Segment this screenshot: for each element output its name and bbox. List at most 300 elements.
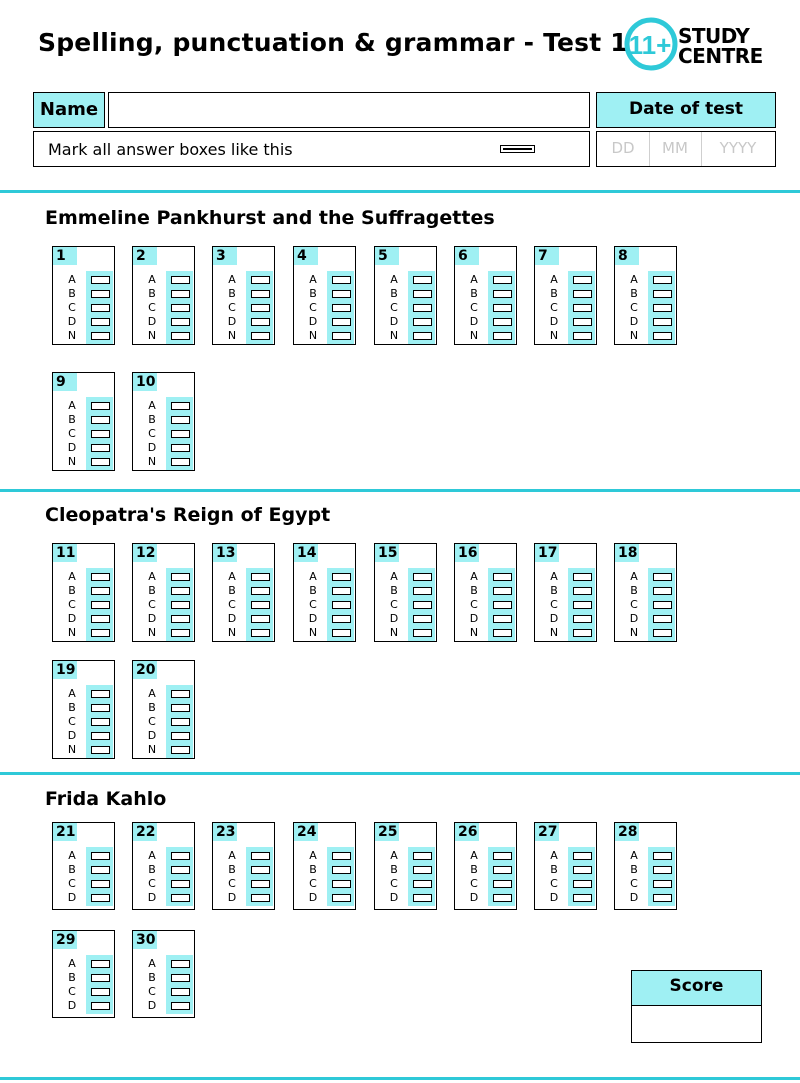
answer-bubble[interactable] bbox=[493, 880, 512, 888]
option-letter: C bbox=[228, 301, 236, 314]
answer-option bbox=[213, 570, 273, 583]
answer-option bbox=[615, 301, 675, 314]
answer-option bbox=[133, 626, 193, 639]
answer-option bbox=[455, 877, 515, 890]
option-letter: C bbox=[68, 715, 76, 728]
answer-bubble[interactable] bbox=[171, 746, 190, 754]
answer-bubble[interactable] bbox=[493, 894, 512, 902]
answer-option bbox=[213, 301, 273, 314]
option-letter: C bbox=[148, 598, 156, 611]
option-letter: C bbox=[390, 877, 398, 890]
answer-bubble[interactable] bbox=[91, 573, 110, 581]
answer-bubble[interactable] bbox=[413, 880, 432, 888]
answer-option bbox=[53, 584, 113, 597]
answer-bubble[interactable] bbox=[653, 304, 672, 312]
answer-option bbox=[213, 598, 273, 611]
option-letter: D bbox=[389, 315, 399, 328]
answer-bubble[interactable] bbox=[171, 615, 190, 623]
answer-bubble[interactable] bbox=[413, 615, 432, 623]
answer-option bbox=[375, 301, 435, 314]
answer-bubble[interactable] bbox=[171, 458, 190, 466]
option-letter: A bbox=[309, 849, 317, 862]
answer-bubble[interactable] bbox=[332, 880, 351, 888]
answer-bubble[interactable] bbox=[251, 894, 270, 902]
option-letter: N bbox=[308, 329, 318, 342]
answer-bubble[interactable] bbox=[573, 601, 592, 609]
option-letter: C bbox=[390, 598, 398, 611]
answer-bubble[interactable] bbox=[653, 880, 672, 888]
answer-bubble[interactable] bbox=[171, 988, 190, 996]
answer-option bbox=[133, 612, 193, 625]
question-number: 23 bbox=[213, 823, 237, 841]
answer-bubble[interactable] bbox=[251, 852, 270, 860]
answer-option bbox=[133, 743, 193, 756]
answer-bubble[interactable] bbox=[332, 615, 351, 623]
answer-option bbox=[535, 301, 595, 314]
answer-bubble[interactable] bbox=[91, 880, 110, 888]
option-letter: D bbox=[308, 612, 318, 625]
answer-bubble[interactable] bbox=[332, 573, 351, 581]
answer-bubble[interactable] bbox=[251, 304, 270, 312]
answer-bubble[interactable] bbox=[493, 615, 512, 623]
answer-bubble[interactable] bbox=[91, 444, 110, 452]
answer-bubble[interactable] bbox=[413, 290, 432, 298]
option-letter: D bbox=[469, 891, 479, 904]
option-letter: C bbox=[68, 985, 76, 998]
answer-bubble[interactable] bbox=[653, 332, 672, 340]
answer-bubble[interactable] bbox=[413, 894, 432, 902]
question-number: 5 bbox=[375, 247, 399, 265]
answer-bubble[interactable] bbox=[413, 304, 432, 312]
answer-bubble[interactable] bbox=[493, 290, 512, 298]
answer-option bbox=[133, 570, 193, 583]
answer-bubble[interactable] bbox=[653, 866, 672, 874]
answer-option bbox=[53, 329, 113, 342]
answer-option bbox=[455, 329, 515, 342]
date-month-input[interactable]: MM bbox=[649, 132, 702, 166]
answer-bubble[interactable] bbox=[413, 587, 432, 595]
answer-bubble[interactable] bbox=[171, 1002, 190, 1010]
answer-bubble[interactable] bbox=[653, 318, 672, 326]
option-letter: C bbox=[228, 877, 236, 890]
answer-bubble[interactable] bbox=[413, 601, 432, 609]
answer-option bbox=[455, 863, 515, 876]
answer-option bbox=[53, 441, 113, 454]
question-number: 28 bbox=[615, 823, 639, 841]
answer-bubble[interactable] bbox=[91, 318, 110, 326]
answer-option bbox=[53, 598, 113, 611]
answer-option bbox=[455, 301, 515, 314]
answer-bubble[interactable] bbox=[91, 290, 110, 298]
option-letter: C bbox=[550, 598, 558, 611]
answer-bubble[interactable] bbox=[91, 746, 110, 754]
option-letter: C bbox=[470, 877, 478, 890]
option-letter: A bbox=[550, 849, 558, 862]
answer-bubble[interactable] bbox=[573, 276, 592, 284]
answer-bubble[interactable] bbox=[91, 704, 110, 712]
question-number: 6 bbox=[455, 247, 479, 265]
answer-bubble[interactable] bbox=[171, 704, 190, 712]
answer-bubble[interactable] bbox=[332, 894, 351, 902]
logo-line-1: STUDY bbox=[678, 24, 750, 48]
answer-bubble[interactable] bbox=[493, 318, 512, 326]
answer-bubble[interactable] bbox=[171, 304, 190, 312]
answer-bubble[interactable] bbox=[332, 629, 351, 637]
answer-bubble[interactable] bbox=[91, 690, 110, 698]
answer-option bbox=[53, 287, 113, 300]
answer-option bbox=[294, 877, 354, 890]
answer-bubble[interactable] bbox=[171, 290, 190, 298]
answer-option bbox=[615, 612, 675, 625]
answer-option bbox=[53, 985, 113, 998]
answer-bubble[interactable] bbox=[171, 573, 190, 581]
answer-bubble[interactable] bbox=[251, 290, 270, 298]
question-card bbox=[132, 246, 195, 345]
answer-bubble[interactable] bbox=[573, 290, 592, 298]
answer-bubble[interactable] bbox=[91, 718, 110, 726]
name-value bbox=[109, 93, 589, 105]
answer-bubble[interactable] bbox=[332, 852, 351, 860]
question-number: 1 bbox=[53, 247, 77, 265]
option-letter: D bbox=[147, 315, 157, 328]
answer-bubble[interactable] bbox=[171, 894, 190, 902]
option-letter: B bbox=[470, 287, 478, 300]
option-letter: C bbox=[68, 598, 76, 611]
option-letter: A bbox=[550, 273, 558, 286]
answer-option bbox=[615, 891, 675, 904]
logo-ring-icon bbox=[622, 14, 682, 74]
answer-bubble[interactable] bbox=[91, 960, 110, 968]
logo-line-2: CENTRE bbox=[678, 44, 763, 68]
answer-option bbox=[133, 329, 193, 342]
question-number: 16 bbox=[455, 544, 479, 562]
answer-bubble[interactable] bbox=[251, 587, 270, 595]
answer-bubble[interactable] bbox=[573, 615, 592, 623]
answer-bubble[interactable] bbox=[413, 276, 432, 284]
answer-bubble[interactable] bbox=[573, 852, 592, 860]
answer-option bbox=[53, 427, 113, 440]
answer-bubble[interactable] bbox=[91, 988, 110, 996]
answer-bubble[interactable] bbox=[171, 718, 190, 726]
answer-bubble[interactable] bbox=[332, 601, 351, 609]
question-number: 21 bbox=[53, 823, 77, 841]
answer-option bbox=[133, 598, 193, 611]
answer-bubble[interactable] bbox=[91, 601, 110, 609]
answer-bubble[interactable] bbox=[171, 332, 190, 340]
answer-bubble[interactable] bbox=[332, 332, 351, 340]
answer-bubble[interactable] bbox=[413, 866, 432, 874]
answer-option bbox=[375, 612, 435, 625]
option-letter: A bbox=[309, 273, 317, 286]
option-letter: B bbox=[68, 413, 76, 426]
answer-option bbox=[133, 999, 193, 1012]
option-letter: D bbox=[227, 612, 237, 625]
option-letter: C bbox=[148, 301, 156, 314]
answer-option bbox=[213, 329, 273, 342]
page-title: Spelling, punctuation & grammar - Test 1 bbox=[38, 28, 628, 57]
answer-bubble[interactable] bbox=[251, 573, 270, 581]
answer-option bbox=[133, 701, 193, 714]
answer-option bbox=[535, 273, 595, 286]
answer-bubble[interactable] bbox=[332, 290, 351, 298]
answer-bubble[interactable] bbox=[653, 894, 672, 902]
option-letter: C bbox=[148, 715, 156, 728]
answer-bubble[interactable] bbox=[91, 629, 110, 637]
answer-option bbox=[53, 957, 113, 970]
option-letter: N bbox=[147, 329, 157, 342]
answer-option bbox=[375, 626, 435, 639]
answer-bubble[interactable] bbox=[171, 629, 190, 637]
answer-bubble[interactable] bbox=[91, 615, 110, 623]
option-letter: B bbox=[148, 413, 156, 426]
answer-option bbox=[535, 570, 595, 583]
question-number: 11 bbox=[53, 544, 77, 562]
answer-bubble[interactable] bbox=[493, 852, 512, 860]
answer-option bbox=[535, 598, 595, 611]
answer-bubble[interactable] bbox=[332, 304, 351, 312]
answer-bubble[interactable] bbox=[413, 852, 432, 860]
option-letter: A bbox=[630, 273, 638, 286]
answer-option bbox=[535, 877, 595, 890]
answer-bubble[interactable] bbox=[251, 276, 270, 284]
answer-option bbox=[133, 315, 193, 328]
answer-bubble[interactable] bbox=[493, 601, 512, 609]
logo-mark: 11+ bbox=[628, 30, 672, 60]
answer-bubble[interactable] bbox=[413, 629, 432, 637]
answer-bubble[interactable] bbox=[171, 318, 190, 326]
answer-option bbox=[294, 598, 354, 611]
answer-bubble[interactable] bbox=[251, 629, 270, 637]
answer-bubble[interactable] bbox=[332, 866, 351, 874]
answer-bubble[interactable] bbox=[653, 573, 672, 581]
answer-bubble[interactable] bbox=[332, 318, 351, 326]
option-letter: D bbox=[67, 441, 77, 454]
answer-option bbox=[535, 863, 595, 876]
question-card bbox=[132, 372, 195, 471]
option-letter: D bbox=[147, 612, 157, 625]
answer-bubble[interactable] bbox=[573, 587, 592, 595]
answer-bubble[interactable] bbox=[573, 318, 592, 326]
answer-bubble[interactable] bbox=[493, 276, 512, 284]
answer-bubble[interactable] bbox=[91, 402, 110, 410]
answer-option bbox=[294, 570, 354, 583]
answer-bubble[interactable] bbox=[171, 690, 190, 698]
question-card bbox=[52, 930, 115, 1018]
answer-bubble[interactable] bbox=[653, 587, 672, 595]
answer-bubble[interactable] bbox=[91, 430, 110, 438]
answer-option bbox=[375, 891, 435, 904]
answer-option bbox=[294, 329, 354, 342]
option-letter: D bbox=[549, 891, 559, 904]
answer-bubble[interactable] bbox=[171, 852, 190, 860]
answer-option bbox=[615, 584, 675, 597]
question-number: 4 bbox=[294, 247, 318, 265]
option-letter: A bbox=[148, 273, 156, 286]
option-letter: N bbox=[147, 626, 157, 639]
answer-option bbox=[375, 584, 435, 597]
question-card bbox=[614, 246, 677, 345]
answer-bubble[interactable] bbox=[332, 587, 351, 595]
answer-bubble[interactable] bbox=[653, 629, 672, 637]
question-number: 19 bbox=[53, 661, 77, 679]
option-letter: D bbox=[67, 315, 77, 328]
answer-bubble[interactable] bbox=[493, 866, 512, 874]
option-letter: B bbox=[309, 287, 317, 300]
answer-bubble[interactable] bbox=[91, 866, 110, 874]
answer-bubble[interactable] bbox=[573, 894, 592, 902]
answer-option bbox=[535, 626, 595, 639]
answer-bubble[interactable] bbox=[171, 587, 190, 595]
answer-bubble[interactable] bbox=[91, 458, 110, 466]
option-letter: C bbox=[470, 301, 478, 314]
answer-option bbox=[53, 315, 113, 328]
answer-bubble[interactable] bbox=[573, 573, 592, 581]
answer-bubble[interactable] bbox=[493, 573, 512, 581]
date-day-input[interactable]: DD bbox=[597, 132, 650, 166]
score-input[interactable] bbox=[631, 1005, 762, 1043]
answer-bubble[interactable] bbox=[251, 601, 270, 609]
option-letter: N bbox=[549, 626, 559, 639]
answer-bubble[interactable] bbox=[171, 732, 190, 740]
date-label-box bbox=[596, 92, 776, 128]
option-letter: N bbox=[469, 626, 479, 639]
option-letter: B bbox=[630, 287, 638, 300]
answer-bubble[interactable] bbox=[573, 332, 592, 340]
option-letter: B bbox=[550, 863, 558, 876]
answer-bubble[interactable] bbox=[251, 318, 270, 326]
option-letter: B bbox=[68, 863, 76, 876]
answer-bubble[interactable] bbox=[171, 880, 190, 888]
option-letter: C bbox=[470, 598, 478, 611]
example-mark-box bbox=[500, 145, 535, 153]
option-letter: A bbox=[68, 849, 76, 862]
option-letter: N bbox=[67, 329, 77, 342]
question-number: 17 bbox=[535, 544, 559, 562]
answer-bubble[interactable] bbox=[91, 276, 110, 284]
date-year-input[interactable]: YYYY bbox=[719, 139, 757, 157]
answer-bubble[interactable] bbox=[171, 601, 190, 609]
section-divider bbox=[0, 772, 800, 775]
answer-bubble[interactable] bbox=[653, 601, 672, 609]
option-letter: B bbox=[390, 863, 398, 876]
answer-option bbox=[53, 570, 113, 583]
answer-bubble[interactable] bbox=[653, 276, 672, 284]
answer-bubble[interactable] bbox=[171, 402, 190, 410]
answer-option bbox=[535, 612, 595, 625]
answer-bubble[interactable] bbox=[251, 880, 270, 888]
answer-option bbox=[535, 287, 595, 300]
option-letter: B bbox=[148, 971, 156, 984]
answer-bubble[interactable] bbox=[91, 974, 110, 982]
answer-bubble[interactable] bbox=[653, 290, 672, 298]
question-card bbox=[534, 822, 597, 910]
answer-option bbox=[455, 287, 515, 300]
answer-bubble[interactable] bbox=[91, 587, 110, 595]
answer-option bbox=[535, 849, 595, 862]
option-letter: C bbox=[630, 598, 638, 611]
answer-bubble[interactable] bbox=[493, 587, 512, 595]
answer-bubble[interactable] bbox=[251, 332, 270, 340]
answer-bubble[interactable] bbox=[91, 1002, 110, 1010]
answer-bubble[interactable] bbox=[493, 629, 512, 637]
answer-bubble[interactable] bbox=[653, 852, 672, 860]
option-letter: N bbox=[389, 626, 399, 639]
answer-option bbox=[375, 570, 435, 583]
answer-bubble[interactable] bbox=[171, 960, 190, 968]
answer-bubble[interactable] bbox=[91, 732, 110, 740]
option-letter: B bbox=[148, 863, 156, 876]
answer-option bbox=[133, 715, 193, 728]
answer-bubble[interactable] bbox=[171, 974, 190, 982]
answer-bubble[interactable] bbox=[171, 866, 190, 874]
answer-bubble[interactable] bbox=[91, 852, 110, 860]
question-card bbox=[293, 822, 356, 910]
answer-bubble[interactable] bbox=[573, 866, 592, 874]
option-letter: B bbox=[148, 584, 156, 597]
option-letter: A bbox=[148, 687, 156, 700]
name-label-box bbox=[33, 92, 105, 128]
answer-bubble[interactable] bbox=[91, 894, 110, 902]
answer-option bbox=[53, 715, 113, 728]
option-letter: C bbox=[309, 877, 317, 890]
question-card bbox=[132, 543, 195, 642]
answer-bubble[interactable] bbox=[493, 332, 512, 340]
option-letter: A bbox=[470, 273, 478, 286]
option-letter: D bbox=[67, 999, 77, 1012]
answer-bubble[interactable] bbox=[413, 318, 432, 326]
answer-bubble[interactable] bbox=[251, 866, 270, 874]
answer-bubble[interactable] bbox=[573, 880, 592, 888]
answer-bubble[interactable] bbox=[171, 430, 190, 438]
question-card bbox=[52, 246, 115, 345]
answer-bubble[interactable] bbox=[573, 629, 592, 637]
question-card bbox=[374, 246, 437, 345]
option-letter: A bbox=[470, 570, 478, 583]
option-letter: N bbox=[67, 626, 77, 639]
answer-option bbox=[294, 584, 354, 597]
option-letter: N bbox=[549, 329, 559, 342]
answer-option bbox=[294, 626, 354, 639]
answer-bubble[interactable] bbox=[91, 416, 110, 424]
answer-bubble[interactable] bbox=[413, 573, 432, 581]
option-letter: C bbox=[68, 877, 76, 890]
name-input[interactable] bbox=[108, 92, 590, 128]
answer-bubble[interactable] bbox=[171, 444, 190, 452]
answer-bubble[interactable] bbox=[332, 276, 351, 284]
answer-bubble[interactable] bbox=[653, 615, 672, 623]
option-letter: D bbox=[227, 315, 237, 328]
answer-option bbox=[53, 273, 113, 286]
question-card bbox=[212, 822, 275, 910]
answer-option bbox=[455, 273, 515, 286]
option-letter: D bbox=[227, 891, 237, 904]
answer-bubble[interactable] bbox=[171, 276, 190, 284]
option-letter: A bbox=[228, 849, 236, 862]
answer-bubble[interactable] bbox=[493, 304, 512, 312]
answer-bubble[interactable] bbox=[171, 416, 190, 424]
option-letter: A bbox=[148, 849, 156, 862]
question-number: 14 bbox=[294, 544, 318, 562]
question-card bbox=[374, 822, 437, 910]
answer-bubble[interactable] bbox=[251, 615, 270, 623]
option-letter: N bbox=[308, 626, 318, 639]
answer-option bbox=[535, 584, 595, 597]
answer-bubble[interactable] bbox=[573, 304, 592, 312]
answer-bubble[interactable] bbox=[413, 332, 432, 340]
answer-bubble[interactable] bbox=[91, 332, 110, 340]
answer-bubble[interactable] bbox=[91, 304, 110, 312]
option-letter: D bbox=[147, 441, 157, 454]
